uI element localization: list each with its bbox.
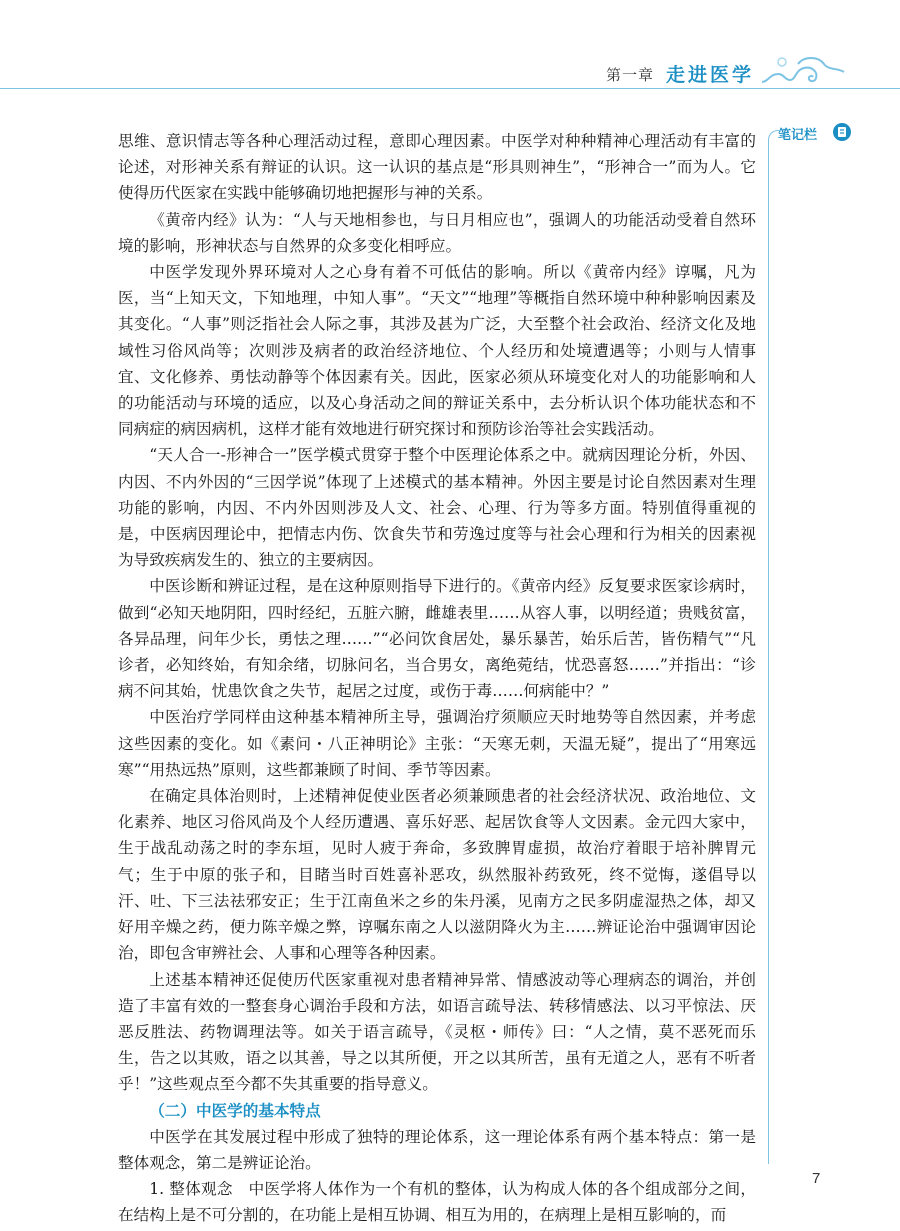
notes-column-rule xyxy=(768,142,769,1164)
paragraph: 1. 整体观念 中医学将人体作为一个有机的整体，认为构成人体的各个组成部分之间，在结构上是不可分割的，在功能上是相互协调、相互为用的，在病理上是相互影响的，而 xyxy=(118,1180,756,1225)
paragraph: 中医诊断和辨证过程，是在这种原则指导下进行的。《黄帝内经》反复要求医家诊病时，做到“必知天地阴阳，四时经纪，五脏六腑，雌雄表里……从容人事，以明经道；贵贱贫富，各异品理，问年少长，勇怯之理……”“必问饮食居处，暴乐暴苦，始乐后苦，皆伤精气”“凡诊者，必知终始，有知余绪，切脉问名，当合男女，离绝菀结，忧恐喜怒……”并指出：“诊病不问其始，忧患饮食之失节，起居之过度，或伤于毒……何病能中？” xyxy=(118,577,756,701)
page-number: 7 xyxy=(812,1170,821,1187)
page-body xyxy=(118,128,756,1229)
notes-column-corner xyxy=(768,130,781,143)
header-rule xyxy=(0,88,900,89)
paragraph: 《黄帝内经》认为：“人与天地相参也，与日月相应也”，强调人的功能活动受着自然环境的影响，形神状态与自然界的众多变化相呼应。 xyxy=(118,210,756,255)
chapter-number: 第一章 xyxy=(606,66,655,84)
paragraph: “天人合一-形神合一”医学模式贯穿于整个中医理论体系之中。就病因理论分析，外因、内因、不内外因的“三因学说”体现了上述模式的基本精神。外因主要是讨论自然因素对生理功能的影响，内因、不内外因则涉及人文、社会、心理、行为等多方面。特别值得重视的是，中医病因理论中，把情志内伤、饮食失节和劳逸过度等与社会心理和行为相关的因素视为导致疾病发生的、独立的主要病因。 xyxy=(118,446,756,570)
paragraph: 上述基本精神还促使历代医家重视对患者精神异常、情感波动等心理病态的调治，并创造了丰富有效的一整套身心调治手段和方法，如语言疏导法、转移情感法、以习平惊法、厌恶反胜法、药物调理法等。如关于语言疏导，《灵枢・师传》曰：“人之情，莫不恶死而乐生，告之以其败，语之以其善，导之以其所便，开之以其所苦，虽有无道之人，恶有不听者乎！”这些观点至今都不失其重要的指导意义。 xyxy=(118,970,756,1094)
paragraph: 中医治疗学同样由这种基本精神所主导，强调治疗须顺应天时地势等自然因素，并考虑这些因素的变化。如《素问・八正神明论》主张：“天寒无刺，天温无疑”，提出了“用寒远寒”“用热远热”原则，这些都兼顾了时间、季节等因素。 xyxy=(118,708,756,779)
chapter-title: 走进医学 xyxy=(666,64,755,86)
paragraph: 中医学在其发展过程中形成了独特的理论体系，这一理论体系有两个基本特点：第一是整体观念，第二是辨证论治。 xyxy=(118,1127,756,1172)
paragraph: 中医学发现外界环境对人之心身有着不可低估的影响。所以《黄帝内经》谆嘱，凡为医，当“上知天文，下知地理，中知人事”。“天文”“地理”等概指自然环境中种种影响因素及其变化。“人事”则泛指社会人际之事，其涉及甚为广泛，大至整个社会政治、经济文化及地域性习俗风尚等；次则涉及病者的政治经济地位、个人经历和处境遭遇等；小则与人情事宜、文化修养、勇怯动静等个体因素有关。因此，医家必须从环境变化对人的功能影响和人的功能活动与环境的适应，以及心身活动之间的辩证关系中，去分析认识个体功能状态和不同病症的病因病机，这样才能有效地进行研究探讨和预防诊治等社会实践活动。 xyxy=(118,263,756,439)
notebook-icon xyxy=(832,122,852,146)
paragraph: 在确定具体治则时，上述精神促使业医者必须兼顾患者的社会经济状况、政治地位、文化素养、地区习俗风尚及个人经历遭遇、喜乐好恶、起居饮食等人文因素。金元四大家中，生于战乱动荡之时的李东垣，见时人疲于奔命，多致脾胃虚损，故治疗着眼于培补脾胃元气；生于中原的张子和，目睹当时百姓喜补恶攻，纵然服补药致死，终不觉悔，遂倡导以汗、吐、下三法祛邪安正；生于江南鱼米之乡的朱丹溪，见南方之民多阴虚湿热之体，却又好用辛燥之药，便力陈辛燥之弊，谆嘱东南之人以滋阴降火为主……辨证论治中强调审因论治，即包含审辨社会、人事和心理等各种因素。 xyxy=(118,787,756,963)
page-header xyxy=(0,0,900,120)
notes-column-label: 笔记栏 xyxy=(778,128,818,143)
section-heading: （二）中医学的基本特点 xyxy=(149,1101,321,1120)
paragraph: 思维、意识情志等各种心理活动过程，意即心理因素。中医学对种种精神心理活动有丰富的论述，对形神关系有辩证的认识。这一认识的基点是“形具则神生”，“形神合一”而为人。它使得历代医家在实践中能够确切地把握形与神的关系。 xyxy=(118,132,756,203)
